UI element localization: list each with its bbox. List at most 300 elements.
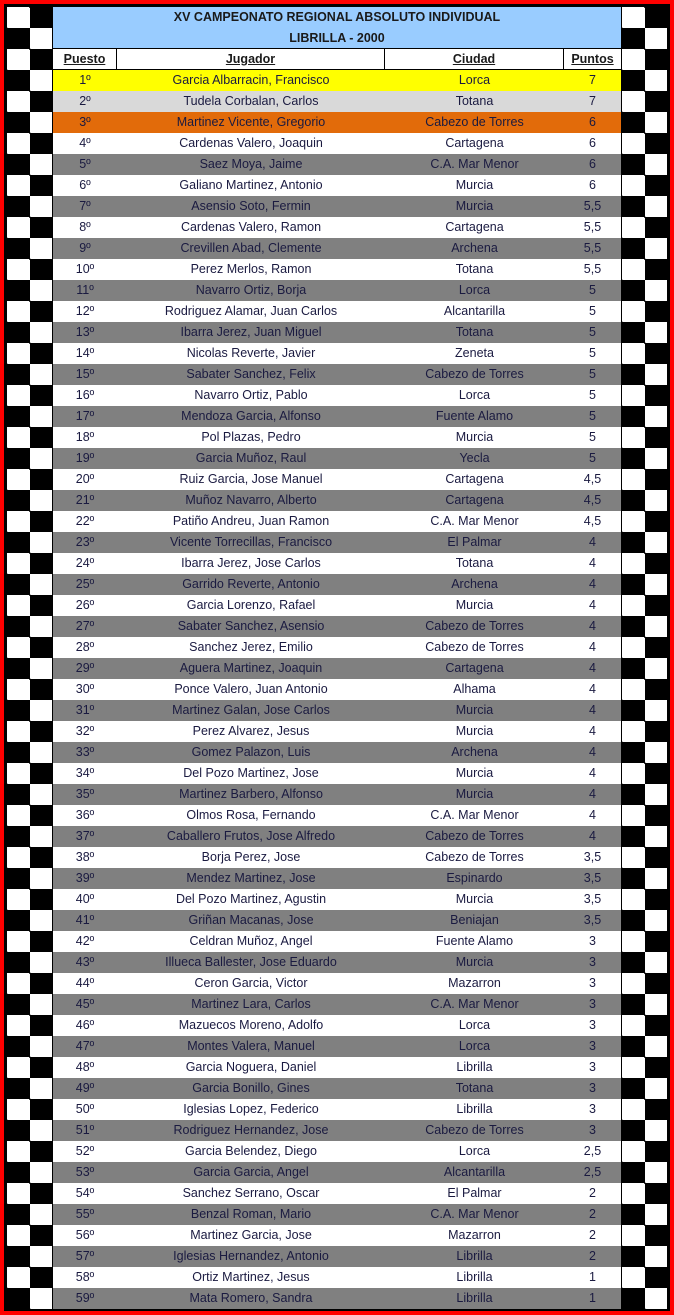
cell-puesto: 2º (79, 94, 91, 108)
cell-jugador: Martinez Vicente, Gregorio (176, 115, 326, 129)
table-row (53, 343, 621, 364)
table-row (53, 616, 621, 637)
cell-puesto: 39º (75, 871, 95, 885)
table-row (53, 763, 621, 784)
cell-puntos: 5,5 (583, 199, 602, 213)
table-body (53, 70, 621, 1309)
cell-jugador: Sanchez Serrano, Oscar (182, 1186, 320, 1200)
table-row (53, 1267, 621, 1288)
table-row (53, 721, 621, 742)
cell-ciudad: Yecla (459, 451, 490, 465)
table-row (53, 364, 621, 385)
cell-puntos: 5 (589, 451, 596, 465)
cell-puntos: 3,5 (583, 892, 602, 906)
cell-jugador: Galiano Martinez, Antonio (179, 178, 323, 192)
cell-puntos: 5 (589, 367, 596, 381)
cell-jugador: Asensio Soto, Fermin (191, 199, 311, 213)
cell-puesto: 16º (75, 388, 95, 402)
cell-puesto: 44º (75, 976, 95, 990)
cell-jugador: Gomez Palazon, Luis (191, 745, 311, 759)
cell-puntos: 3 (589, 955, 596, 969)
cell-ciudad: Espinardo (446, 871, 503, 885)
table-row (53, 805, 621, 826)
cell-jugador: Cardenas Valero, Joaquin (179, 136, 323, 150)
table-row (53, 259, 621, 280)
table-row (53, 70, 621, 91)
cell-ciudad: Cabezo de Torres (425, 829, 524, 843)
cell-jugador: Perez Alvarez, Jesus (192, 724, 310, 738)
cell-jugador: Ponce Valero, Juan Antonio (174, 682, 328, 696)
table-row (53, 889, 621, 910)
cell-puesto: 58º (75, 1270, 95, 1284)
cell-jugador: Griñan Macanas, Jose (188, 913, 314, 927)
cell-puesto: 22º (75, 514, 95, 528)
cell-ciudad: Fuente Alamo (435, 409, 514, 423)
cell-ciudad: Cartagena (445, 493, 504, 507)
cell-ciudad: Beniajan (450, 913, 499, 927)
cell-ciudad: Archena (451, 577, 498, 591)
table-row (53, 448, 621, 469)
table-row (53, 91, 621, 112)
cell-puntos: 7 (589, 94, 596, 108)
cell-ciudad: Murcia (455, 199, 494, 213)
cell-ciudad: Totana (455, 94, 494, 108)
cell-puesto: 42º (75, 934, 95, 948)
cell-jugador: Benzal Roman, Mario (190, 1207, 312, 1221)
cell-puesto: 48º (75, 1060, 95, 1074)
cell-puntos: 4 (589, 829, 596, 843)
cell-jugador: Rodriguez Alamar, Juan Carlos (164, 304, 338, 318)
table-row (53, 1225, 621, 1246)
cell-puesto: 34º (75, 766, 95, 780)
cell-puntos: 3 (589, 1018, 596, 1032)
table-row (53, 217, 621, 238)
cell-jugador: Aguera Martinez, Joaquin (179, 661, 323, 675)
cell-puntos: 4 (589, 661, 596, 675)
table-row (53, 133, 621, 154)
cell-ciudad: Zeneta (455, 346, 494, 360)
cell-puesto: 53º (75, 1165, 95, 1179)
cell-puntos: 6 (589, 115, 596, 129)
cell-ciudad: C.A. Mar Menor (430, 157, 519, 171)
cell-puesto: 56º (75, 1228, 95, 1242)
cell-puntos: 4 (589, 766, 596, 780)
cell-jugador: Martinez Garcia, Jose (190, 1228, 312, 1242)
cell-puntos: 6 (589, 178, 596, 192)
table-row (53, 1036, 621, 1057)
table-row (53, 910, 621, 931)
table-row (53, 1015, 621, 1036)
cell-puesto: 38º (75, 850, 95, 864)
table-row (53, 238, 621, 259)
cell-jugador: Garcia Noguera, Daniel (185, 1060, 317, 1074)
cell-puntos: 4 (589, 598, 596, 612)
header-puntos: Puntos (571, 52, 614, 66)
cell-puesto: 35º (75, 787, 95, 801)
cell-ciudad: Murcia (455, 178, 494, 192)
cell-ciudad: Mazarron (448, 1228, 501, 1242)
cell-ciudad: Cartagena (445, 220, 504, 234)
cell-ciudad: Lorca (458, 1018, 491, 1032)
cell-puesto: 46º (75, 1018, 95, 1032)
cell-puesto: 18º (75, 430, 95, 444)
cell-jugador: Navarro Ortiz, Pablo (194, 388, 308, 402)
cell-jugador: Navarro Ortiz, Borja (195, 283, 307, 297)
cell-puntos: 3,5 (583, 871, 602, 885)
cell-puesto: 5º (79, 157, 91, 171)
cell-jugador: Martinez Barbero, Alfonso (179, 787, 323, 801)
table-row (53, 742, 621, 763)
table-row (53, 637, 621, 658)
table-row (53, 679, 621, 700)
cell-puntos: 5,5 (583, 220, 602, 234)
header-ciudad: Ciudad (385, 49, 564, 69)
table-row (53, 574, 621, 595)
cell-jugador: Illueca Ballester, Jose Eduardo (165, 955, 337, 969)
cell-ciudad: Totana (455, 262, 494, 276)
cell-puntos: 3 (589, 1060, 596, 1074)
cell-puesto: 40º (75, 892, 95, 906)
table-row (53, 1162, 621, 1183)
cell-puntos: 4,5 (583, 514, 602, 528)
cell-ciudad: Murcia (455, 703, 494, 717)
cell-puesto: 7º (79, 199, 91, 213)
cell-puesto: 32º (75, 724, 95, 738)
cell-puesto: 54º (75, 1186, 95, 1200)
cell-ciudad: Fuente Alamo (435, 934, 514, 948)
cell-ciudad: Murcia (455, 430, 494, 444)
cell-ciudad: El Palmar (447, 535, 502, 549)
cell-jugador: Sabater Sanchez, Asensio (177, 619, 325, 633)
cell-jugador: Vicente Torrecillas, Francisco (169, 535, 333, 549)
cell-ciudad: Cabezo de Torres (425, 1123, 524, 1137)
cell-jugador: Martinez Galan, Jose Carlos (172, 703, 330, 717)
cell-ciudad: Murcia (455, 598, 494, 612)
cell-puntos: 3 (589, 934, 596, 948)
cell-jugador: Borja Perez, Jose (201, 850, 301, 864)
cell-puntos: 5,5 (583, 262, 602, 276)
table-row (53, 196, 621, 217)
cell-jugador: Garcia Albarracin, Francisco (172, 73, 330, 87)
cell-ciudad: Mazarron (448, 976, 501, 990)
cell-puesto: 47º (75, 1039, 95, 1053)
cell-puesto: 8º (79, 220, 91, 234)
cell-puntos: 1 (589, 1270, 596, 1284)
table-row (53, 175, 621, 196)
cell-ciudad: Alhama (453, 682, 496, 696)
cell-ciudad: Cabezo de Torres (425, 367, 524, 381)
table-row (53, 322, 621, 343)
cell-jugador: Sanchez Jerez, Emilio (189, 640, 313, 654)
table-row (53, 406, 621, 427)
table-row (53, 973, 621, 994)
table-row (53, 868, 621, 889)
cell-ciudad: C.A. Mar Menor (430, 808, 519, 822)
cell-ciudad: Murcia (455, 892, 494, 906)
cell-jugador: Tudela Corbalan, Carlos (183, 94, 319, 108)
cell-jugador: Ibarra Jerez, Juan Miguel (180, 325, 322, 339)
cell-ciudad: Cartagena (445, 472, 504, 486)
cell-puesto: 37º (75, 829, 95, 843)
cell-puesto: 33º (75, 745, 95, 759)
cell-puesto: 29º (75, 661, 95, 675)
header-row (53, 49, 621, 70)
table-row (53, 1120, 621, 1141)
cell-puesto: 31º (75, 703, 95, 717)
cell-jugador: Pol Plazas, Pedro (201, 430, 301, 444)
cell-puesto: 55º (75, 1207, 95, 1221)
table-title (53, 7, 621, 49)
cell-puesto: 26º (75, 598, 95, 612)
cell-puntos: 3,5 (583, 913, 602, 927)
cell-jugador: Iglesias Hernandez, Antonio (173, 1249, 329, 1263)
cell-puesto: 52º (75, 1144, 95, 1158)
cell-puesto: 4º (79, 136, 91, 150)
cell-jugador: Patiño Andreu, Juan Ramon (172, 514, 330, 528)
cell-jugador: Crevillen Abad, Clemente (180, 241, 322, 255)
cell-puesto: 23º (75, 535, 95, 549)
cell-jugador: Garcia Lorenzo, Rafael (186, 598, 316, 612)
table-row (53, 301, 621, 322)
cell-jugador: Cardenas Valero, Ramon (180, 220, 322, 234)
cell-puntos: 3 (589, 976, 596, 990)
table-row (53, 553, 621, 574)
cell-puntos: 4 (589, 745, 596, 759)
cell-puesto: 51º (75, 1123, 95, 1137)
cell-jugador: Ceron Garcia, Victor (194, 976, 308, 990)
cell-puesto: 36º (75, 808, 95, 822)
cell-ciudad: Librilla (456, 1249, 493, 1263)
table-row (53, 385, 621, 406)
cell-puntos: 4 (589, 640, 596, 654)
cell-puesto: 17º (75, 409, 95, 423)
cell-jugador: Perez Merlos, Ramon (190, 262, 312, 276)
cell-jugador: Ruiz Garcia, Jose Manuel (179, 472, 323, 486)
cell-jugador: Olmos Rosa, Fernando (186, 808, 316, 822)
cell-ciudad: Cartagena (445, 136, 504, 150)
table-row (53, 952, 621, 973)
cell-puntos: 2,5 (583, 1144, 602, 1158)
cell-ciudad: Murcia (455, 724, 494, 738)
cell-puntos: 4 (589, 703, 596, 717)
cell-puesto: 24º (75, 556, 95, 570)
cell-puntos: 4,5 (583, 493, 602, 507)
table-row (53, 1141, 621, 1162)
cell-jugador: Mendoza Garcia, Alfonso (181, 409, 321, 423)
cell-ciudad: Totana (455, 556, 494, 570)
cell-puesto: 59º (75, 1291, 95, 1305)
cell-puesto: 21º (75, 493, 95, 507)
header-jugador: Jugador (117, 49, 385, 69)
cell-ciudad: Lorca (458, 283, 491, 297)
table-row (53, 427, 621, 448)
cell-puesto: 25º (75, 577, 95, 591)
cell-jugador: Mata Romero, Sandra (189, 1291, 313, 1305)
cell-puesto: 41º (75, 913, 95, 927)
cell-ciudad: Librilla (456, 1270, 493, 1284)
cell-jugador: Garcia Belendez, Diego (184, 1144, 318, 1158)
cell-ciudad: Librilla (456, 1060, 493, 1074)
cell-ciudad: Murcia (455, 787, 494, 801)
cell-puntos: 4 (589, 619, 596, 633)
cell-puntos: 3 (589, 997, 596, 1011)
table-row (53, 1183, 621, 1204)
cell-puesto: 10º (75, 262, 95, 276)
cell-jugador: Celdran Muñoz, Angel (189, 934, 313, 948)
cell-puesto: 19º (75, 451, 95, 465)
cell-puesto: 45º (75, 997, 95, 1011)
cell-ciudad: Cabezo de Torres (425, 115, 524, 129)
cell-ciudad: Alcantarilla (443, 1165, 506, 1179)
table-row (53, 1288, 621, 1309)
cell-ciudad: Lorca (458, 73, 491, 87)
cell-jugador: Nicolas Reverte, Javier (186, 346, 316, 360)
cell-puesto: 12º (75, 304, 95, 318)
cell-ciudad: Librilla (456, 1291, 493, 1305)
cell-puntos: 5 (589, 304, 596, 318)
cell-puesto: 1º (79, 73, 91, 87)
cell-ciudad: Archena (451, 241, 498, 255)
cell-puesto: 15º (75, 367, 95, 381)
cell-puntos: 4 (589, 577, 596, 591)
cell-puntos: 4 (589, 556, 596, 570)
cell-puesto: 14º (75, 346, 95, 360)
cell-puesto: 6º (79, 178, 91, 192)
cell-ciudad: El Palmar (447, 1186, 502, 1200)
cell-ciudad: C.A. Mar Menor (430, 1207, 519, 1221)
title-text: XV CAMPEONATO REGIONAL ABSOLUTO INDIVIDUAL (173, 10, 501, 24)
cell-ciudad: Lorca (458, 1144, 491, 1158)
cell-ciudad: Lorca (458, 388, 491, 402)
table-row (53, 847, 621, 868)
cell-puesto: 57º (75, 1249, 95, 1263)
cell-jugador: Del Pozo Martinez, Agustin (175, 892, 327, 906)
cell-puesto: 28º (75, 640, 95, 654)
table-row (53, 1246, 621, 1267)
table-row (53, 490, 621, 511)
cell-puesto: 13º (75, 325, 95, 339)
cell-puesto: 20º (75, 472, 95, 486)
cell-jugador: Montes Valera, Manuel (187, 1039, 315, 1053)
cell-puntos: 4 (589, 724, 596, 738)
cell-ciudad: Cabezo de Torres (425, 619, 524, 633)
cell-puntos: 5,5 (583, 241, 602, 255)
table-row (53, 1204, 621, 1225)
cell-ciudad: Murcia (455, 955, 494, 969)
cell-ciudad: Totana (455, 1081, 494, 1095)
cell-puntos: 5 (589, 346, 596, 360)
table-row (53, 826, 621, 847)
cell-puntos: 3,5 (583, 850, 602, 864)
cell-jugador: Ibarra Jerez, Jose Carlos (181, 556, 321, 570)
cell-ciudad: C.A. Mar Menor (430, 997, 519, 1011)
table-row (53, 280, 621, 301)
table-row (53, 700, 621, 721)
cell-puntos: 5 (589, 283, 596, 297)
cell-puesto: 11º (76, 283, 94, 297)
checkerboard-border-right (622, 7, 667, 1309)
cell-puesto: 49º (75, 1081, 95, 1095)
cell-ciudad: Archena (451, 745, 498, 759)
cell-jugador: Sabater Sanchez, Felix (186, 367, 316, 381)
cell-puntos: 2 (589, 1207, 596, 1221)
cell-puesto: 50º (75, 1102, 95, 1116)
cell-ciudad: C.A. Mar Menor (430, 514, 519, 528)
cell-jugador: Martinez Lara, Carlos (191, 997, 311, 1011)
cell-puntos: 3 (589, 1081, 596, 1095)
cell-puntos: 1 (589, 1291, 596, 1305)
table-row (53, 154, 621, 175)
checkerboard-border-left (7, 7, 52, 1309)
table-row (53, 994, 621, 1015)
table-row (53, 1078, 621, 1099)
cell-puesto: 27º (75, 619, 95, 633)
table-row (53, 658, 621, 679)
cell-puntos: 5 (589, 388, 596, 402)
cell-jugador: Del Pozo Martinez, Jose (183, 766, 319, 780)
cell-jugador: Caballero Frutos, Jose Alfredo (166, 829, 336, 843)
table-row (53, 1057, 621, 1078)
cell-puntos: 2 (589, 1228, 596, 1242)
cell-jugador: Mendez Martinez, Jose (186, 871, 316, 885)
cell-puntos: 2,5 (583, 1165, 602, 1179)
cell-puntos: 7 (589, 73, 596, 87)
cell-puesto: 3º (79, 115, 91, 129)
table-row (53, 784, 621, 805)
cell-puntos: 5 (589, 409, 596, 423)
cell-jugador: Muñoz Navarro, Alberto (185, 493, 317, 507)
header-puesto: Puesto (53, 49, 117, 69)
cell-puesto: 43º (75, 955, 95, 969)
cell-puntos: 3 (589, 1039, 596, 1053)
cell-ciudad: Totana (455, 325, 494, 339)
cell-jugador: Ortiz Martinez, Jesus (192, 1270, 310, 1284)
cell-puntos: 4 (589, 535, 596, 549)
cell-jugador: Saez Moya, Jaime (199, 157, 303, 171)
table-row (53, 1099, 621, 1120)
cell-jugador: Garcia Muñoz, Raul (195, 451, 307, 465)
cell-puntos: 4 (589, 787, 596, 801)
table-row (53, 511, 621, 532)
cell-puntos: 2 (589, 1186, 596, 1200)
cell-puntos: 4 (589, 808, 596, 822)
cell-puntos: 4,5 (583, 472, 602, 486)
cell-ciudad: Murcia (455, 766, 494, 780)
cell-ciudad: Cabezo de Torres (425, 640, 524, 654)
cell-puntos: 6 (589, 157, 596, 171)
cell-ciudad: Lorca (458, 1039, 491, 1053)
cell-jugador: Garcia Garcia, Angel (193, 1165, 309, 1179)
cell-puntos: 6 (589, 136, 596, 150)
cell-puntos: 2 (589, 1249, 596, 1263)
cell-jugador: Rodriguez Hernandez, Jose (173, 1123, 329, 1137)
table-row (53, 469, 621, 490)
cell-ciudad: Alcantarilla (443, 304, 506, 318)
standings-table (53, 7, 621, 1309)
cell-puntos: 3 (589, 1102, 596, 1116)
cell-ciudad: Librilla (456, 1102, 493, 1116)
cell-ciudad: Cartagena (445, 661, 504, 675)
cell-jugador: Iglesias Lopez, Federico (183, 1102, 319, 1116)
cell-puntos: 5 (589, 430, 596, 444)
cell-jugador: Mazuecos Moreno, Adolfo (178, 1018, 324, 1032)
cell-puesto: 9º (79, 241, 91, 255)
subtitle-text: LIBRILLA - 2000 (289, 31, 385, 45)
table-row (53, 532, 621, 553)
cell-puntos: 4 (589, 682, 596, 696)
cell-puntos: 5 (589, 325, 596, 339)
cell-puntos: 3 (589, 1123, 596, 1137)
